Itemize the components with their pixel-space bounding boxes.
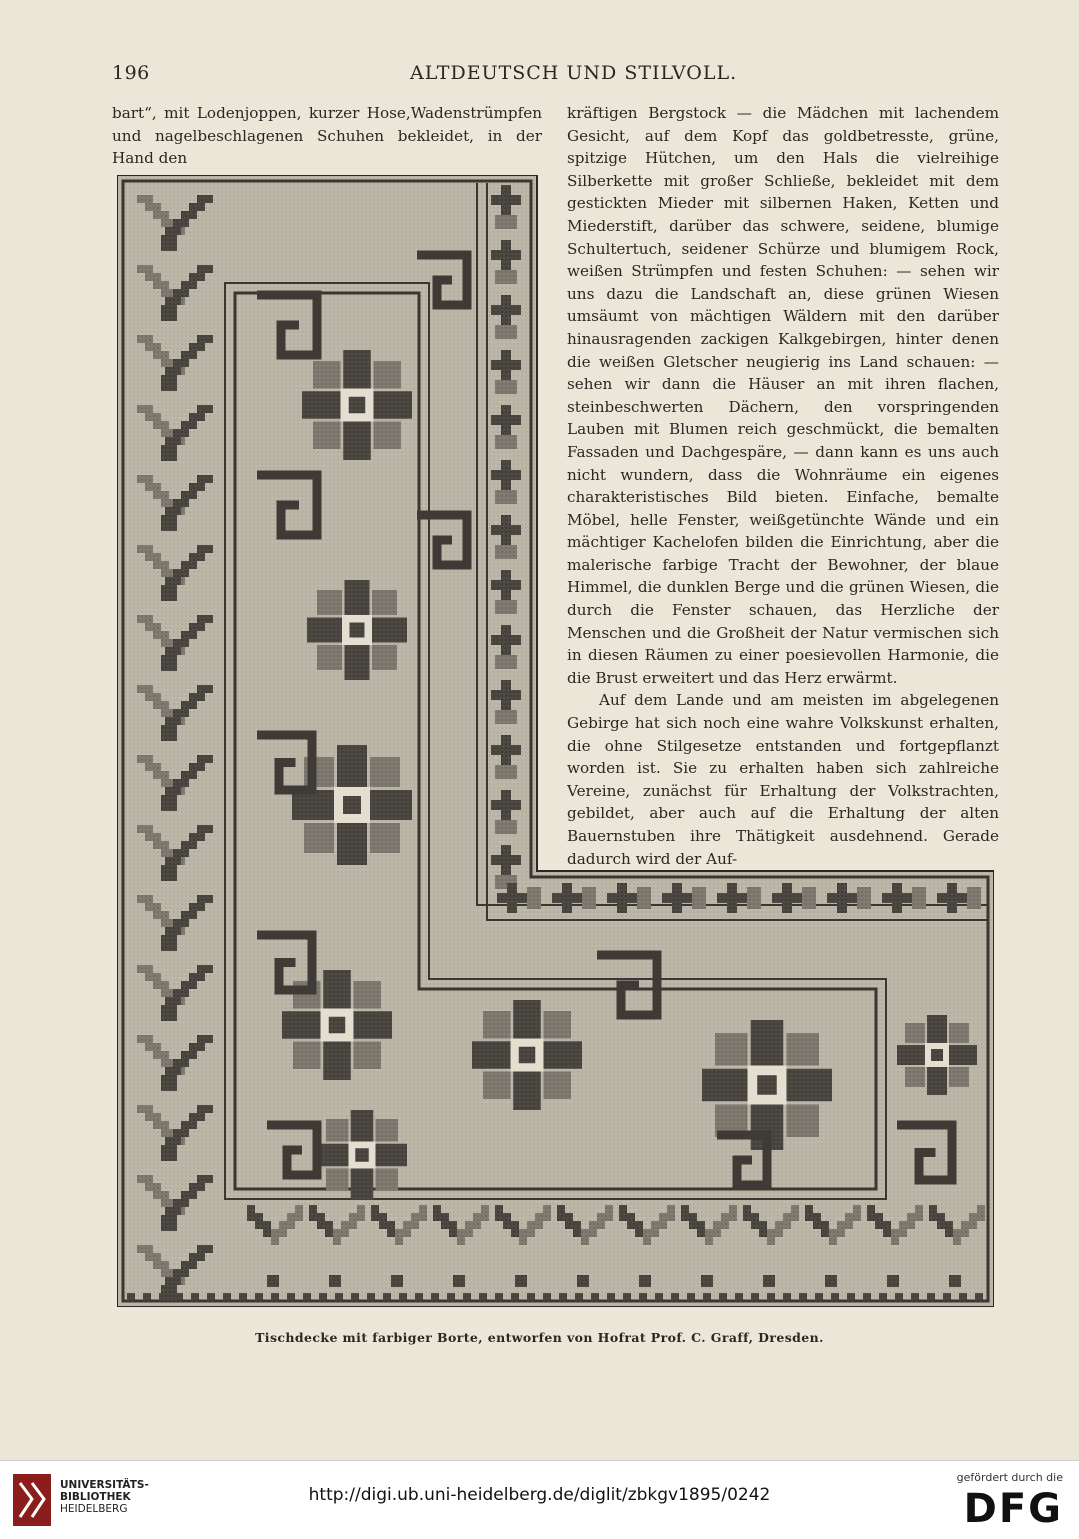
running-title: ALTDEUTSCH UND STILVOLL. [410,62,738,84]
paragraph-2: Auf dem Lande und am meisten im abgelegenen Gebirge hat sich noch eine wahre Volkskunst erhalten, die ohne Stilgesetze entstanden und fortgepflanzt worden ist. Sie zu erhalten haben sich zahlreiche Vereine, zunächst für Erhaltung der Volkstrachten, gebildet, aber auch auf die Erhaltung der alten Bauernstuben ihre Thätigkeit ausdehnend. Gerade dadurch wird der Auf- [567,691,999,868]
paragraph-1: kräftigen Bergstock — die Mädchen mit lachendem Gesicht, auf dem Kopf das goldbetresste, grüne, spitzige Hütchen, um den Hals die vielreihige Silberkette mit großer Schließe, bekleidet mit dem gestickten Mieder mit silbernen Haken, Ketten und Miederstift, darüber das schwere, seidene, blumige Schultertuch, seidener Schürze und blumigem Rock, weißen Strümpfen und festen Schuhen: — sehen wir uns dazu die Landschaft an, diese grünen Wiesen umsäumt von mächtigen Wäldern mit den darüber hinausragenden zackigen Kalkgebirgen, hinter denen die weißen Gletscher neugierig ins Land schauen: — sehen wir dann die Häuser an mit ihren flachen, steinbeschwerten Dächern, den vorspringenden Lauben mit Blumen reich geschmückt, die bemalten Fassaden und Dachgespäre, — dann kann es uns auch nicht wundern, dass die Wohnräume ein eigenes charakteristisches Bild bieten. Einfache, bemalte Möbel, helle Fenster, weißgetünchte Wände und ein mächtiger Kachelofen bilden die Einrichtung, aber die malerische farbige Tracht der Bewohner, der blaue Himmel, die dunklen Berge und die grünen Wiesen, die durch die Fenster schauen, das Herzliche der Menschen und die Großheit der Natur vermischen sich in diesen Räumen zu einer poesievollen Harmonie, die die Brust erweitert und das Herz erwärmt. [567,104,999,687]
library-name-line-3: HEIDELBERG [60,1503,128,1515]
left-column-text: bart“, mit Lodenjoppen, kurzer Hose,Wadenstrümpfen und nagelbeschlagenen Schuhen bekleidet, in der Hand den [112,104,542,168]
dfg-logo: DFG [963,1486,1063,1532]
permalink-url[interactable]: http://digi.ub.uni-heidelberg.de/diglit/zbkgv1895/0242 [308,1485,771,1505]
page-number: 196 [112,62,150,84]
library-name-line-2: BIBLIOTHEK [60,1491,131,1503]
embroidery-figure [117,175,994,1307]
tablecloth-border-image [117,175,994,1307]
figure-caption: Tischdecke mit farbiger Borte, entworfen von Hofrat Prof. C. Graff, Dresden. [255,1330,824,1345]
library-name-line-1: UNIVERSITÄTS- [60,1479,149,1491]
viewer-footer [0,1460,1079,1539]
sponsor-label: gefördert durch die [956,1471,1063,1484]
